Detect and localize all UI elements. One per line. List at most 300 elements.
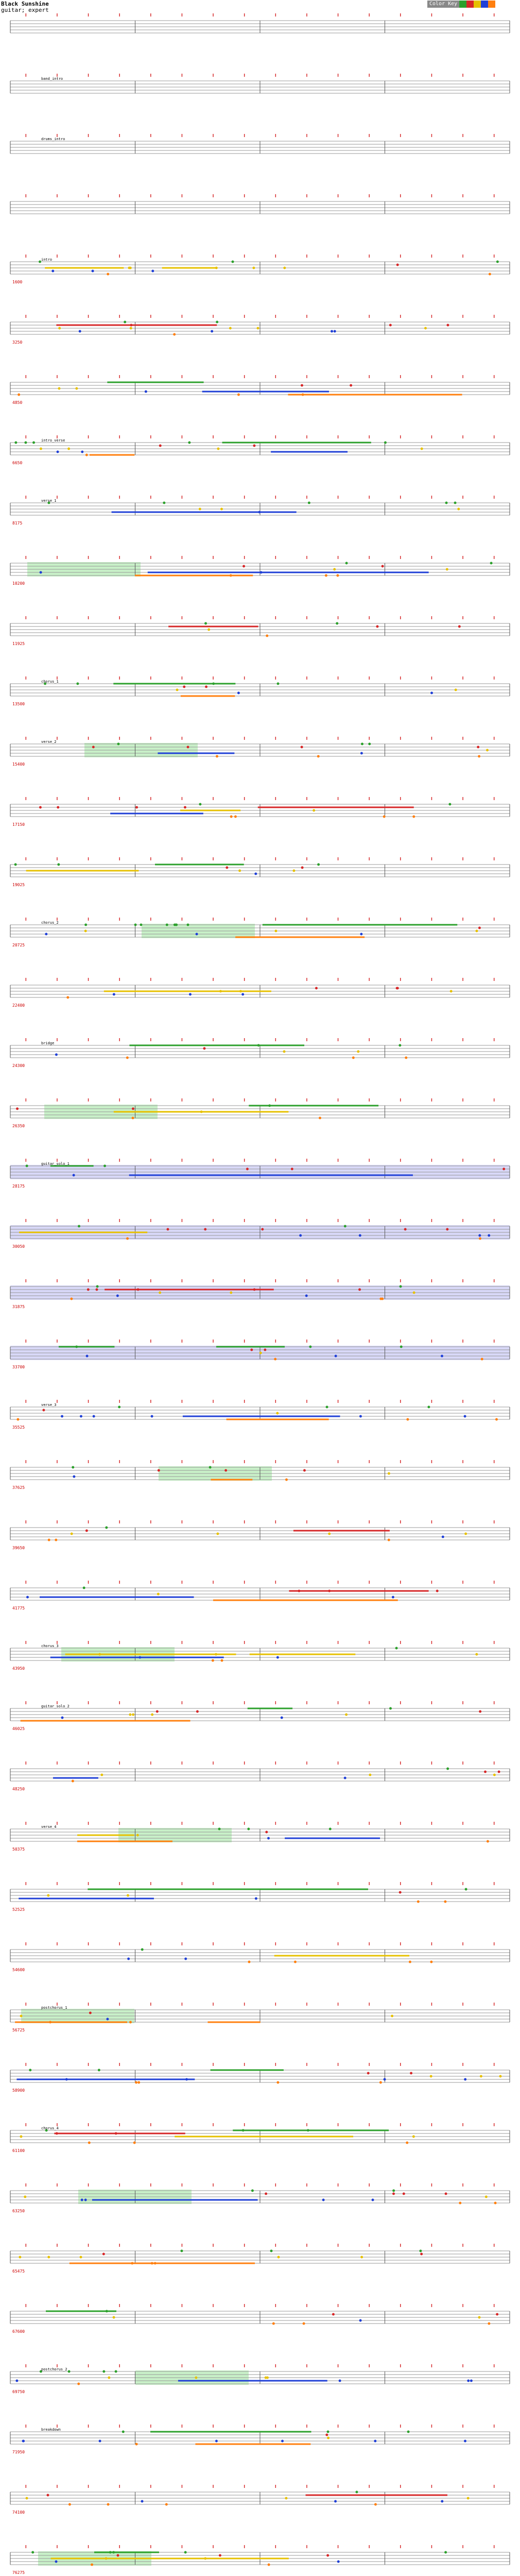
note-gem <box>272 2323 275 2325</box>
note-gem <box>241 993 244 996</box>
note-gem <box>392 2193 395 2195</box>
note-gem <box>430 1961 432 1963</box>
section-label: chorus_2 <box>41 921 59 925</box>
note-gem <box>75 1346 78 1348</box>
note-gem <box>81 2199 83 2201</box>
measure-score: 74100 <box>12 2510 25 2515</box>
note-gem <box>268 1105 271 1107</box>
note-gem <box>136 1834 139 1837</box>
note-gem <box>246 1168 249 1171</box>
note-gem <box>388 1539 390 1541</box>
note-gem <box>184 1958 187 1960</box>
note-gem <box>92 746 95 749</box>
note-gem <box>409 1961 411 1963</box>
note-gem <box>215 1653 217 1656</box>
note-gem <box>75 387 78 390</box>
measure-score: 61100 <box>12 2148 25 2153</box>
note-gem <box>188 442 190 444</box>
measure-score: 71950 <box>12 2450 25 2454</box>
note-gem <box>204 2557 206 2560</box>
note-gem <box>175 924 177 926</box>
note-gem <box>285 1479 288 1481</box>
note-gem <box>126 1057 129 1059</box>
note-gem <box>73 1476 75 1478</box>
note-gem <box>276 1656 279 1659</box>
note-gem <box>488 1234 490 1237</box>
note-gem <box>16 1418 19 1421</box>
note-gem <box>360 2256 363 2259</box>
note-gem <box>220 508 223 511</box>
note-gem <box>446 324 449 327</box>
note-gem <box>79 330 81 333</box>
measure-score: 20725 <box>12 943 25 947</box>
measure-score: 11925 <box>12 641 25 646</box>
measure-score: 50375 <box>12 1847 25 1852</box>
note-gem <box>187 924 189 926</box>
note-gem <box>219 2554 221 2557</box>
note-gem <box>322 2199 325 2201</box>
note-gem <box>278 2256 280 2259</box>
note-gem <box>464 2440 466 2443</box>
section-label: bridge <box>41 1041 55 1045</box>
note-gem <box>442 1536 444 1538</box>
section-label: intro_verse <box>41 438 65 443</box>
note-gem <box>180 2250 183 2252</box>
note-gem <box>441 2500 443 2503</box>
note-gem <box>352 1057 355 1059</box>
note-gem <box>259 1352 262 1354</box>
note-gem <box>266 2377 269 2379</box>
section-label: verse_2 <box>41 740 57 744</box>
note-gem <box>327 2437 330 2439</box>
note-gem <box>489 273 491 276</box>
note-gem <box>301 746 303 749</box>
note-gem <box>326 1406 328 1409</box>
note-gem <box>467 2380 470 2382</box>
note-gem <box>98 1653 101 1656</box>
note-gem <box>345 562 348 565</box>
note-gem <box>459 2202 461 2205</box>
note-gem <box>26 2497 28 2500</box>
note-gem <box>355 2491 358 2494</box>
note-gem <box>65 2078 68 2081</box>
note-gem <box>496 261 499 263</box>
note-gem <box>215 267 218 269</box>
note-gem <box>301 384 303 387</box>
note-gem <box>334 2500 337 2503</box>
note-gem <box>441 1355 443 1358</box>
note-gem <box>344 1777 346 1780</box>
measure-score: 15400 <box>12 762 25 767</box>
note-gem <box>57 863 60 866</box>
note-gem <box>165 2503 168 2506</box>
note-gem <box>173 333 176 336</box>
color-key-label: Color Key <box>427 1 459 8</box>
note-gem <box>326 2554 329 2557</box>
note-gem <box>93 1415 95 1418</box>
note-gem <box>333 568 336 571</box>
note-gem <box>256 327 259 330</box>
note-gem <box>199 803 201 806</box>
note-gem <box>218 1828 221 1831</box>
note-gem <box>327 2431 330 2433</box>
note-gem <box>230 816 233 818</box>
section-label: intro <box>41 258 53 262</box>
note-gem <box>274 1358 276 1361</box>
note-gem <box>374 2503 377 2506</box>
note-gem <box>470 2380 473 2382</box>
note-gem <box>252 267 255 269</box>
note-gem <box>113 993 115 996</box>
note-gem <box>135 2081 137 2084</box>
note-gem <box>495 1418 498 1421</box>
note-gem <box>16 1108 19 1110</box>
section-label: verse_1 <box>41 499 57 503</box>
note-gem <box>239 990 242 993</box>
note-gem <box>130 327 132 330</box>
note-gem <box>430 692 433 694</box>
note-gem <box>68 2370 71 2373</box>
measure-score: 31875 <box>12 1304 25 1309</box>
note-gem <box>45 933 47 936</box>
note-gem <box>102 2370 105 2373</box>
note-gem <box>195 2377 197 2379</box>
note-gem <box>130 324 132 327</box>
note-gem <box>392 1596 394 1599</box>
note-gem <box>265 2193 267 2195</box>
note-gem <box>410 2072 412 2075</box>
note-gem <box>361 743 363 745</box>
note-gem <box>276 1412 279 1415</box>
note-gem <box>107 273 109 276</box>
note-gem <box>421 448 423 450</box>
note-gem <box>102 2253 105 2256</box>
note-gem <box>132 1117 134 1120</box>
note-gem <box>58 327 61 330</box>
note-gem <box>328 1533 331 1535</box>
measure-score: 76275 <box>12 2570 25 2575</box>
note-gem <box>464 1533 467 1535</box>
note-gem <box>56 2132 58 2135</box>
note-gem <box>464 2078 466 2081</box>
note-gem <box>359 1234 361 1237</box>
note-gem <box>131 2262 133 2265</box>
note-gem <box>212 1659 214 1662</box>
note-gem <box>22 2440 25 2443</box>
note-gem <box>478 755 480 758</box>
note-gem <box>303 1469 306 1472</box>
note-gem <box>430 2075 432 2078</box>
note-gem <box>384 2078 386 2081</box>
note-gem <box>26 1165 28 1167</box>
section-label: postchorus_2 <box>41 2367 67 2371</box>
note-gem <box>299 1234 302 1237</box>
measure-score: 17150 <box>12 822 25 827</box>
note-gem <box>332 2313 335 2316</box>
note-gem <box>248 1961 250 1963</box>
note-gem <box>132 1108 134 1110</box>
note-gem <box>83 1587 85 1589</box>
note-gem <box>55 1539 57 1541</box>
note-gem <box>382 565 384 568</box>
note-gem <box>444 1901 446 1903</box>
note-gem <box>407 2431 410 2433</box>
note-gem <box>207 629 210 631</box>
note-gem <box>24 442 27 444</box>
note-gem <box>406 1418 409 1421</box>
measure-score: 54600 <box>12 1968 25 1972</box>
note-gem <box>122 2431 125 2433</box>
note-gem <box>339 2380 341 2382</box>
note-gem <box>196 1710 199 1713</box>
note-gem <box>308 502 310 504</box>
note-gem <box>457 508 460 511</box>
section-label: verse_3 <box>41 1403 57 1407</box>
note-gem <box>454 502 457 504</box>
note-gem <box>403 2193 405 2195</box>
measure-score: 46025 <box>12 1726 25 1731</box>
note-gem <box>257 1044 260 1047</box>
note-gem <box>80 1415 82 1418</box>
measure-score: 65475 <box>12 2269 25 2274</box>
note-gem <box>446 1228 448 1231</box>
note-gem <box>135 2443 138 2446</box>
note-gem <box>51 270 54 273</box>
note-gem <box>229 327 232 330</box>
note-gem <box>345 1714 348 1716</box>
note-gem <box>219 990 222 993</box>
section-label: guitar_solo_1 <box>41 1162 70 1166</box>
note-gem <box>40 448 42 450</box>
measure-score: 1600 <box>12 280 23 284</box>
note-gem <box>107 2503 110 2506</box>
note-gem <box>331 330 333 333</box>
note-gem <box>450 990 453 993</box>
note-gem <box>464 1415 466 1418</box>
note-gem <box>445 2193 447 2195</box>
note-gem <box>15 2380 18 2382</box>
note-gem <box>151 1714 153 1716</box>
note-gem <box>444 2551 447 2554</box>
note-gem <box>159 1292 161 1294</box>
note-gem <box>39 806 42 809</box>
note-gem <box>399 1891 402 1894</box>
note-gem <box>57 451 59 453</box>
note-gem <box>137 1289 140 1291</box>
note-gem <box>480 2075 482 2078</box>
note-gem <box>475 1653 478 1656</box>
note-gem <box>360 933 362 936</box>
note-gem <box>126 1238 129 1240</box>
song-title: Black Sunshine <box>1 1 49 7</box>
note-gem <box>154 2262 157 2265</box>
note-gem <box>105 2557 107 2560</box>
note-gem <box>479 1238 481 1240</box>
note-gem <box>58 387 60 390</box>
note-gem <box>303 2323 305 2325</box>
note-gem <box>67 448 70 450</box>
note-gem <box>360 752 363 755</box>
note-gem <box>72 1466 74 1469</box>
note-gem <box>77 2383 80 2385</box>
note-gem <box>325 574 327 577</box>
note-gem <box>224 1469 227 1472</box>
note-gem <box>247 1828 250 1831</box>
note-gem <box>317 755 320 758</box>
note-gem <box>368 743 371 745</box>
note-gem <box>400 1346 403 1348</box>
note-gem <box>232 261 234 263</box>
note-gem <box>253 445 255 447</box>
note-gem <box>302 394 304 396</box>
note-gem <box>86 1355 89 1358</box>
note-gem <box>48 1539 50 1541</box>
section-label: drums_intro <box>41 137 65 141</box>
note-gem <box>118 1406 120 1409</box>
note-gem <box>103 1165 106 1167</box>
measure-score: 69750 <box>12 2389 25 2394</box>
note-gem <box>237 692 240 694</box>
note-gem <box>478 2316 480 2319</box>
note-gem <box>446 1768 449 1770</box>
section-label: band_intro <box>41 77 63 81</box>
note-gem <box>156 1710 159 1713</box>
note-gem <box>57 806 59 809</box>
note-gem <box>276 2081 279 2084</box>
note-gem <box>494 2202 497 2205</box>
note-gem <box>70 1298 73 1300</box>
note-gem <box>427 1406 430 1409</box>
note-gem <box>455 689 457 691</box>
note-gem <box>117 743 119 745</box>
note-gem <box>358 1289 361 1291</box>
note-gem <box>216 321 218 324</box>
note-gem <box>298 1590 300 1592</box>
note-gem <box>128 267 130 269</box>
note-gem <box>226 867 228 869</box>
note-gem <box>151 1415 153 1418</box>
note-gem <box>328 1590 331 1592</box>
note-gem <box>238 870 241 872</box>
measure-score: 8175 <box>12 521 23 526</box>
section-label: verse_4 <box>41 1825 57 1829</box>
note-gem <box>185 2078 188 2081</box>
note-gem <box>184 2551 187 2554</box>
measure-score: 3250 <box>12 340 23 345</box>
note-gem <box>72 1780 74 1783</box>
note-gem <box>203 1047 205 1050</box>
note-gem <box>106 2310 108 2313</box>
measure-score: 48250 <box>12 1787 25 1791</box>
note-gem <box>478 1234 481 1237</box>
note-gem <box>389 1707 392 1710</box>
section-label: breakdown <box>41 2428 61 2432</box>
note-gem <box>400 1285 402 1288</box>
note-gem <box>319 1117 321 1120</box>
note-gem <box>334 330 336 333</box>
note-gem <box>488 2323 490 2325</box>
note-gem <box>91 2564 93 2566</box>
note-gem <box>242 2129 245 2132</box>
measure-score: 30050 <box>12 1244 25 1249</box>
note-gem <box>98 2069 100 2072</box>
note-gem <box>396 987 398 990</box>
note-gem <box>344 1225 346 1228</box>
note-gem <box>376 625 378 628</box>
note-gem <box>413 1292 415 1294</box>
measure-score: 24300 <box>12 1063 25 1068</box>
note-gem <box>379 1298 382 1300</box>
note-gem <box>116 1295 119 1297</box>
note-gem <box>329 1828 332 1831</box>
measure-score: 52525 <box>12 1907 25 1912</box>
note-gem <box>105 1527 108 1529</box>
note-gem <box>205 686 207 688</box>
note-gem <box>87 1289 90 1291</box>
note-gem <box>135 806 138 809</box>
song-subtitle: guitar; expert <box>1 7 49 13</box>
note-gem <box>276 683 279 685</box>
measure-score: 37625 <box>12 1485 25 1490</box>
note-gem <box>127 1958 130 1960</box>
note-gem <box>478 927 481 929</box>
note-gem <box>18 394 20 396</box>
note-gem <box>20 2015 23 2018</box>
note-gem <box>281 1717 283 1719</box>
note-gem <box>502 1168 505 1171</box>
measure-score: 33700 <box>12 1365 25 1369</box>
note-gem <box>209 1466 212 1469</box>
note-gem <box>88 2142 91 2144</box>
note-gem <box>199 508 201 511</box>
note-gem <box>196 933 198 936</box>
measure-score: 58900 <box>12 2088 25 2093</box>
note-gem <box>424 327 427 330</box>
note-gem <box>189 993 192 996</box>
note-gem <box>265 1831 268 1834</box>
note-gem <box>309 1346 311 1348</box>
note-gem <box>294 1961 297 1963</box>
note-gem <box>242 565 245 568</box>
note-gem <box>140 924 142 926</box>
note-gem <box>250 1349 253 1351</box>
note-gem <box>61 1717 64 1719</box>
note-gem <box>96 1285 99 1288</box>
note-gem <box>184 806 186 809</box>
note-gem <box>158 1469 160 1472</box>
note-gem <box>29 2069 31 2072</box>
note-gem <box>283 267 286 269</box>
note-gem <box>307 2129 309 2132</box>
note-gem <box>47 2256 50 2259</box>
section-label: chorus_1 <box>41 680 59 684</box>
note-gem <box>255 1897 257 1900</box>
note-gem <box>412 816 415 818</box>
note-gem <box>481 1358 483 1361</box>
note-gem <box>159 445 162 447</box>
note-gem <box>85 454 88 456</box>
note-gem <box>76 683 79 685</box>
note-gem <box>211 330 213 333</box>
note-gem <box>204 622 207 625</box>
note-gem <box>80 2256 82 2259</box>
note-gem <box>406 2142 408 2144</box>
note-gem <box>281 2440 284 2443</box>
note-gem <box>183 686 185 688</box>
note-gem <box>106 2018 109 2021</box>
note-gem <box>138 1656 141 1659</box>
note-gem <box>133 2142 136 2144</box>
